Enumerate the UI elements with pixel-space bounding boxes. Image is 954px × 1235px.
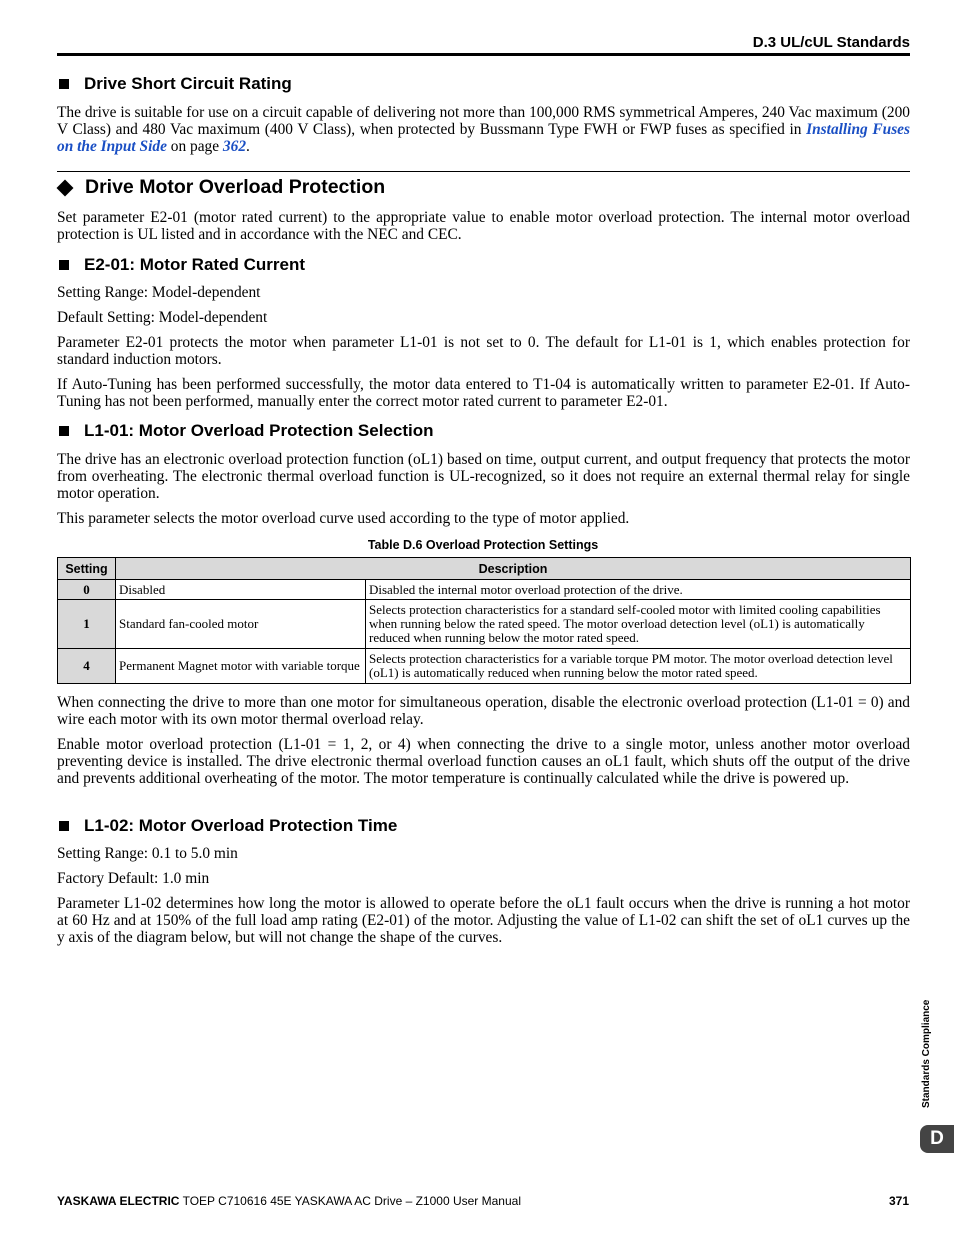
l1-02-factory-default: Factory Default: 1.0 min xyxy=(57,870,210,887)
chapter-tab[interactable]: D xyxy=(920,1125,954,1153)
table-row xyxy=(58,580,911,600)
page-number: 371 xyxy=(888,1194,909,1208)
diamond-bullet-icon xyxy=(57,179,74,196)
column-header-description: Description xyxy=(116,558,911,580)
overload-protection-table xyxy=(57,557,911,684)
l1-02-paragraph-1: Parameter L1-02 determines how long the motor is allowed to operate before the oL1 fault occurs when the drive is running a hot motor at 60 Hz and at 150% of the full load amp rating (E2-01) of the motor. Adjusting the value of L1-02 can shift the set of oL1 curves up the y axis of the diagram below, but will not change the shape of the curves. xyxy=(57,895,910,946)
heading-motor-overload-protection: Drive Motor Overload Protection xyxy=(55,176,385,199)
section-header-title: D.3 UL/cUL Standards xyxy=(752,34,910,51)
e2-01-default-setting: Default Setting: Model-dependent xyxy=(57,309,268,326)
setting-name: Standard fan-cooled motor xyxy=(116,600,366,649)
table-row xyxy=(58,600,911,649)
setting-name: Disabled xyxy=(116,580,366,600)
setting-description: Selects protection characteristics for a standard self-cooled motor with limited cooling capabilities when running below the rated speed. The motor overload detection level (oL1) is automatically reduced when running below the motor rated speed. xyxy=(366,600,911,649)
heading-e2-01: E2-01: Motor Rated Current xyxy=(58,255,305,275)
heading-l1-01: L1-01: Motor Overload Protection Selection xyxy=(58,421,434,441)
l1-01-after-table-paragraph-1: When connecting the drive to more than one motor for simultaneous operation, disable the electronic overload protection (L1-01 = 0) and wire each motor with its own motor thermal overload relay. xyxy=(57,694,910,728)
footer-doc-title: TOEP C710616 45E YASKAWA AC Drive – Z1000 User Manual xyxy=(179,1194,521,1208)
setting-description: Selects protection characteristics for a variable torque PM motor. The motor overload detection level (oL1) is automatically reduced when running below the motor rated speed. xyxy=(366,649,911,684)
square-bullet-icon xyxy=(59,79,69,89)
page-ref-link[interactable]: 362 xyxy=(222,138,247,155)
footer-company: YASKAWA ELECTRIC xyxy=(57,1194,180,1208)
header-rule xyxy=(57,53,910,56)
square-bullet-icon xyxy=(59,426,69,436)
short-circuit-paragraph: The drive is suitable for use on a circuit capable of delivering not more than 100,000 RMS symmetrical Amperes, 240 Vac maximum (200 V Class) and 480 Vac maximum (400 V Class), when protected by Bussmann Type FWH or FWP fuses as specified in Installing Fuses on the Input Side on page 362. xyxy=(57,104,911,155)
e2-01-paragraph-1: Parameter E2-01 protects the motor when parameter L1-01 is not set to 0. The default for L1-01 is 1, which enables protection for standard induction motors. xyxy=(57,334,910,368)
setting-name: Permanent Magnet motor with variable torque xyxy=(116,649,366,684)
e2-01-setting-range: Setting Range: Model-dependent xyxy=(57,284,261,301)
sidebar-chapter-label: Standards Compliance xyxy=(921,999,932,1108)
heading-l1-02: L1-02: Motor Overload Protection Time xyxy=(58,816,397,836)
setting-value: 1 xyxy=(58,600,116,649)
l1-01-after-table-paragraph-2: Enable motor overload protection (L1-01 = 1, 2, or 4) when connecting the drive to a single motor, unless another motor overload preventing device is installed. The drive electronic thermal overload function causes an oL1 fault, which shuts off the output of the drive and prevents additional overheating of the motor. The motor temperature is continually calculated while the drive is powered up. xyxy=(57,736,910,787)
l1-02-setting-range: Setting Range: 0.1 to 5.0 min xyxy=(57,845,238,862)
column-header-setting: Setting xyxy=(58,558,116,580)
installing-fuses-link[interactable]: Installing Fuses on the Input Side xyxy=(57,121,911,155)
table-caption: Table D.6 Overload Protection Settings xyxy=(367,538,599,552)
section-rule xyxy=(57,171,910,172)
footer-document-info xyxy=(57,1194,521,1208)
setting-value: 4 xyxy=(58,649,116,684)
e2-01-paragraph-2: If Auto-Tuning has been performed successfully, the motor data entered to T1-04 is automatically written to parameter E2-01. If Auto-Tuning has not been performed, manually enter the correct motor rated current to parameter E2-01. xyxy=(57,376,910,410)
l1-01-paragraph-2: This parameter selects the motor overload curve used according to the type of motor applied. xyxy=(57,510,630,527)
setting-description: Disabled the internal motor overload protection of the drive. xyxy=(366,580,911,600)
l1-01-paragraph-1: The drive has an electronic overload protection function (oL1) based on time, output current, and output frequency that protects the motor from overheating. The electronic thermal overload function is UL-recognized, so it does not require an external thermal relay for single motor operation. xyxy=(57,451,910,502)
table-row xyxy=(58,649,911,684)
square-bullet-icon xyxy=(59,821,69,831)
table-header-row xyxy=(58,558,911,580)
motor-overload-intro: Set parameter E2-01 (motor rated current) to the appropriate value to enable motor overload protection. The internal motor overload protection is UL listed and in accordance with the NEC and CEC. xyxy=(57,209,910,243)
heading-short-circuit-rating: Drive Short Circuit Rating xyxy=(58,74,292,94)
square-bullet-icon xyxy=(59,260,69,270)
setting-value: 0 xyxy=(58,580,116,600)
